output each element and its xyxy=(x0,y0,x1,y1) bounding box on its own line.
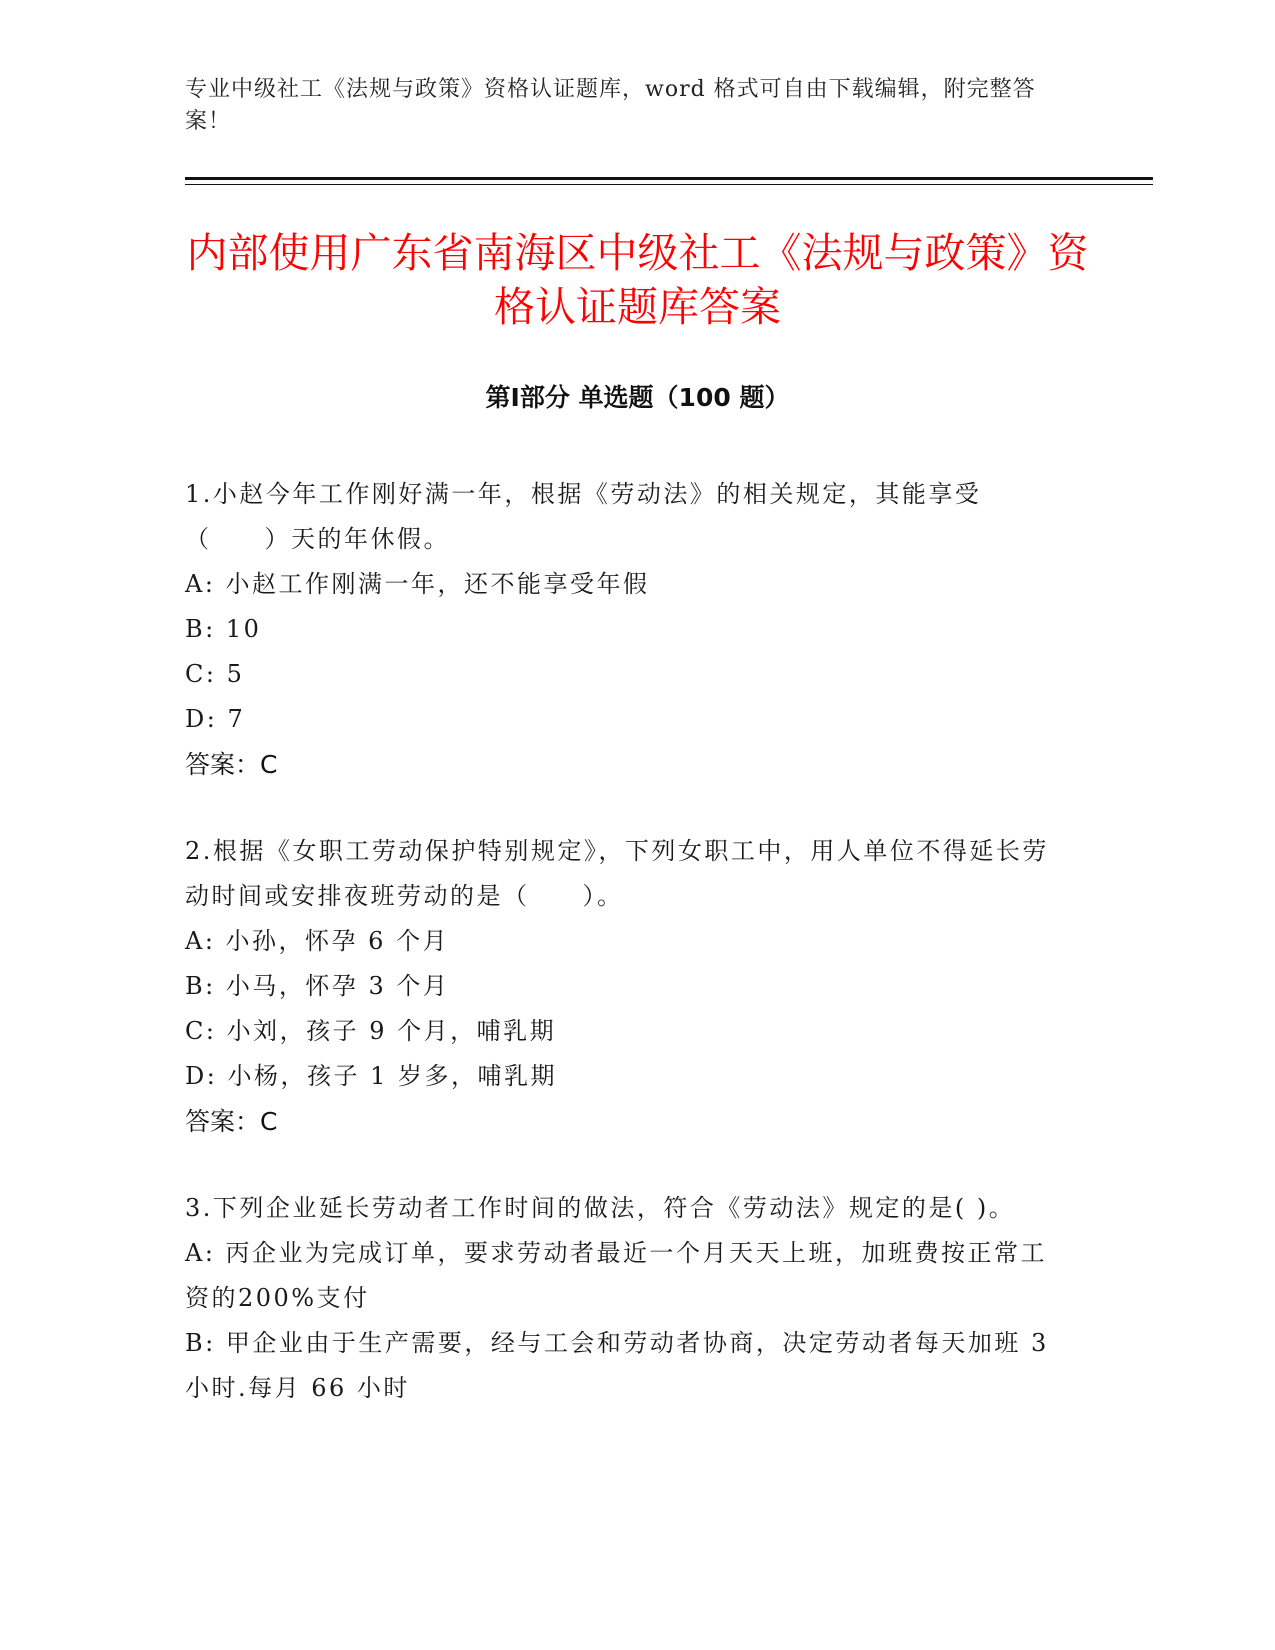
question-2 xyxy=(185,829,1065,1144)
document-title: 内部使用广东省南海区中级社工《法规与政策》资格认证题库答案 xyxy=(186,229,1089,331)
option-c: C: 小刘，孩子 9 个月，哺乳期 xyxy=(185,1017,557,1045)
option-a: A: 小赵工作刚满一年，还不能享受年假 xyxy=(185,570,650,598)
option-a: A: 丙企业为完成订单，要求劳动者最近一个月天天上班，加班费按正常工资的200%支付 xyxy=(185,1239,1048,1312)
option-a: A: 小孙，怀孕 6 个月 xyxy=(185,927,450,955)
question-stem: 2.根据《女职工劳动保护特别规定》，下列女职工中，用人单位不得延长劳动时间或安排夜班劳动的是（ ）。 xyxy=(185,837,1049,910)
answer-line: 答案：C xyxy=(185,750,278,779)
answer-line: 答案：C xyxy=(185,1107,278,1136)
header-note: 专业中级社工《法规与政策》资格认证题库，word 格式可自由下载编辑，附完整答案！ xyxy=(185,77,1036,134)
option-b: B: 甲企业由于生产需要，经与工会和劳动者协商，决定劳动者每天加班 3 小时.每月 66 小时 xyxy=(185,1329,1049,1402)
option-d: D: 7 xyxy=(185,705,246,733)
option-b: B: 小马，怀孕 3 个月 xyxy=(185,972,450,1000)
question-3 xyxy=(185,1186,1065,1411)
question-1 xyxy=(185,472,1065,787)
question-stem: 3.下列企业延长劳动者工作时间的做法，符合《劳动法》规定的是( )。 xyxy=(185,1194,1016,1222)
header-rule-thick xyxy=(185,177,1153,180)
question-stem: 1.小赵今年工作刚好满一年，根据《劳动法》的相关规定，其能享受（ ）天的年休假。 xyxy=(185,480,982,553)
header-rule-thin xyxy=(185,184,1153,185)
section-title: 第Ⅰ部分 单选题（100 题） xyxy=(485,383,790,412)
question-list xyxy=(185,472,1065,1453)
option-d: D: 小杨，孩子 1 岁多，哺乳期 xyxy=(185,1062,557,1090)
option-c: C: 5 xyxy=(185,660,245,688)
option-b: B: 10 xyxy=(185,615,262,643)
